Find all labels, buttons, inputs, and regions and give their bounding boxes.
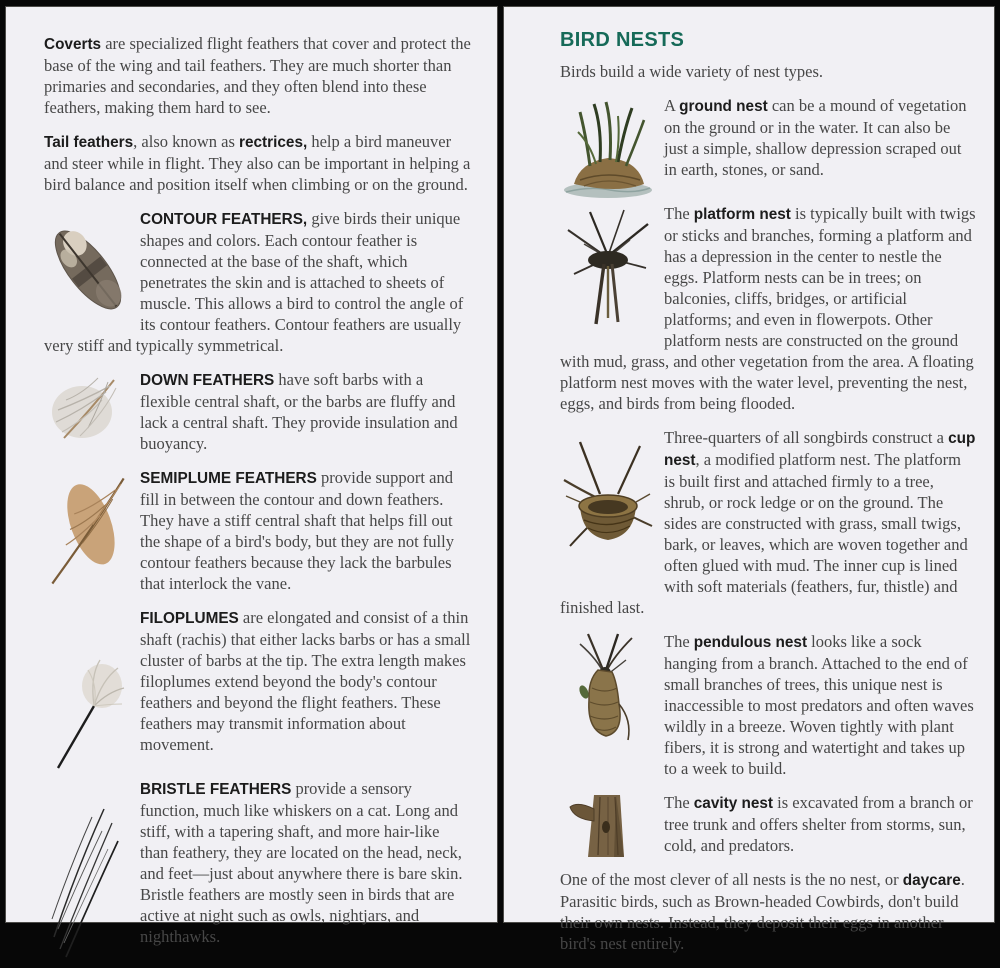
pendulous-nest-illustration bbox=[560, 632, 656, 758]
right-page bbox=[503, 6, 995, 953]
bird-nests-intro: Birds build a wide variety of nest types. bbox=[560, 62, 824, 81]
contour-feathers-text: CONTOUR FEATHERS, give birds their unique shapes and colors. Each contour feather is connected at the base of the shaft, which penetrates the skin and is attached to sheets of muscle. This allows a bird to control the angle of its contour feathers. Contour feathers are usually very stiff and typically symmetrical. bbox=[44, 209, 464, 355]
ground-nest-illustration bbox=[560, 96, 656, 201]
no-nest-daycare-paragraph: One of the most clever of all nests is the no nest, or daycare. Parasitic birds, such as Brown-headed Cowbirds, don't build their own nests. Instead, they deposit their eggs in another bird's nest entirely. bbox=[560, 870, 965, 953]
filoplumes-section bbox=[44, 607, 471, 755]
bird-nests-heading: BIRD NESTS bbox=[560, 29, 685, 51]
cavity-nest-section bbox=[560, 792, 976, 856]
cup-nest-illustration bbox=[560, 428, 656, 575]
down-feathers-text: DOWN FEATHERS have soft barbs with a flexible central shaft, or the barbs are fluffy and lack a central shaft. They provide insulation and buoyancy. bbox=[140, 370, 458, 453]
semiplume-feathers-text: SEMIPLUME FEATHERS provide support and fill in between the contour and down feathers. They have a stiff central shaft that helps fill out the shape of a bird's body, but they are not fully contour feathers because they lack the barbules that interlock the vane. bbox=[140, 468, 454, 593]
left-page bbox=[5, 6, 498, 946]
bristle-feathers-text: BRISTLE FEATHERS provide a sensory function, much like whiskers on a cat. Long and stiff, with a tapering shaft, and more hair-like than feathery, they are located on the head, neck, and feet—just about anywhere there is bare skin. Bristle feathers are mostly seen in birds that are active at night such as owls, nightjars, and nighthawks. bbox=[140, 779, 463, 946]
tail-feathers-paragraph: Tail feathers, also known as rectrices, help a bird maneuver and steer while in flight. They also can be important in helping a bird balance and position itself when climbing or on the ground. bbox=[44, 132, 471, 194]
filoplume-illustration bbox=[44, 608, 132, 776]
bristle-feathers-illustration bbox=[44, 779, 132, 968]
pendulous-nest-text: The pendulous nest looks like a sock hanging from a branch. Attached to the end of small branches of trees, this unique nest is inaccessible to most predators and often waves wildly in a breeze. Woven tightly with plant fibers, it is strong and watertight and takes up to a week to build. bbox=[664, 632, 974, 778]
pendulous-nest-section bbox=[560, 631, 976, 779]
semiplume-feather-illustration bbox=[44, 468, 132, 594]
down-feathers-section bbox=[44, 369, 471, 454]
semiplume-feathers-section bbox=[44, 467, 471, 594]
coverts-paragraph: Coverts are specialized flight feathers that cover and protect the base of the wing and tail feathers. They are much shorter than primaries and secondaries, and they often blend into these feathers, making them hard to see. bbox=[44, 34, 471, 117]
ground-nest-text: A ground nest can be a mound of vegetation on the ground or in the water. It can also be just a simple, shallow depression scraped out in earth, stones, or sand. bbox=[664, 96, 967, 179]
bristle-feathers-section bbox=[44, 778, 471, 947]
down-feather-illustration bbox=[44, 370, 132, 454]
contour-feather-illustration bbox=[44, 209, 132, 331]
cavity-nest-illustration bbox=[560, 793, 656, 859]
platform-nest-section bbox=[560, 203, 976, 414]
cavity-nest-text: The cavity nest is excavated from a branch or tree trunk and offers shelter from storms, sun, cold, and predators. bbox=[664, 793, 973, 855]
platform-nest-text: The platform nest is typically built with twigs or sticks and branches, forming a platform and has a depression in the center to nestle the eggs. Platform nests can be in trees; on balconies, cliffs, bridges, or artificial platforms; and even in flowerpots. Other platform nests are constructed on the ground with mud, grass, and other vegetation from the area. A floating platform nest moves with the water level, preventing the nest, eggs, and birds from being flooded. bbox=[560, 204, 976, 413]
cup-nest-text: Three-quarters of all songbirds construct a cup nest, a modified platform nest. The platform is built first and attached firmly to a tree, shrub, or rock ledge or on the ground. The sides are constructed with grass, small twigs, bark, or leaves, which are woven together and often glued with mud. The inner cup is lined with soft materials (feathers, fur, thistle) and finished last. bbox=[560, 428, 976, 617]
cup-nest-section bbox=[560, 427, 976, 618]
contour-feathers-section bbox=[44, 208, 471, 356]
filoplumes-text: FILOPLUMES are elongated and consist of a thin shaft (rachis) that either lacks barbs or has a small cluster of barbs at the tip. The extra length makes filoplumes extend beyond the body's contour feathers and beyond the flight feathers. These feathers may transmit information about movement. bbox=[140, 608, 471, 754]
platform-nest-illustration bbox=[560, 204, 656, 330]
ground-nest-section bbox=[560, 95, 976, 180]
